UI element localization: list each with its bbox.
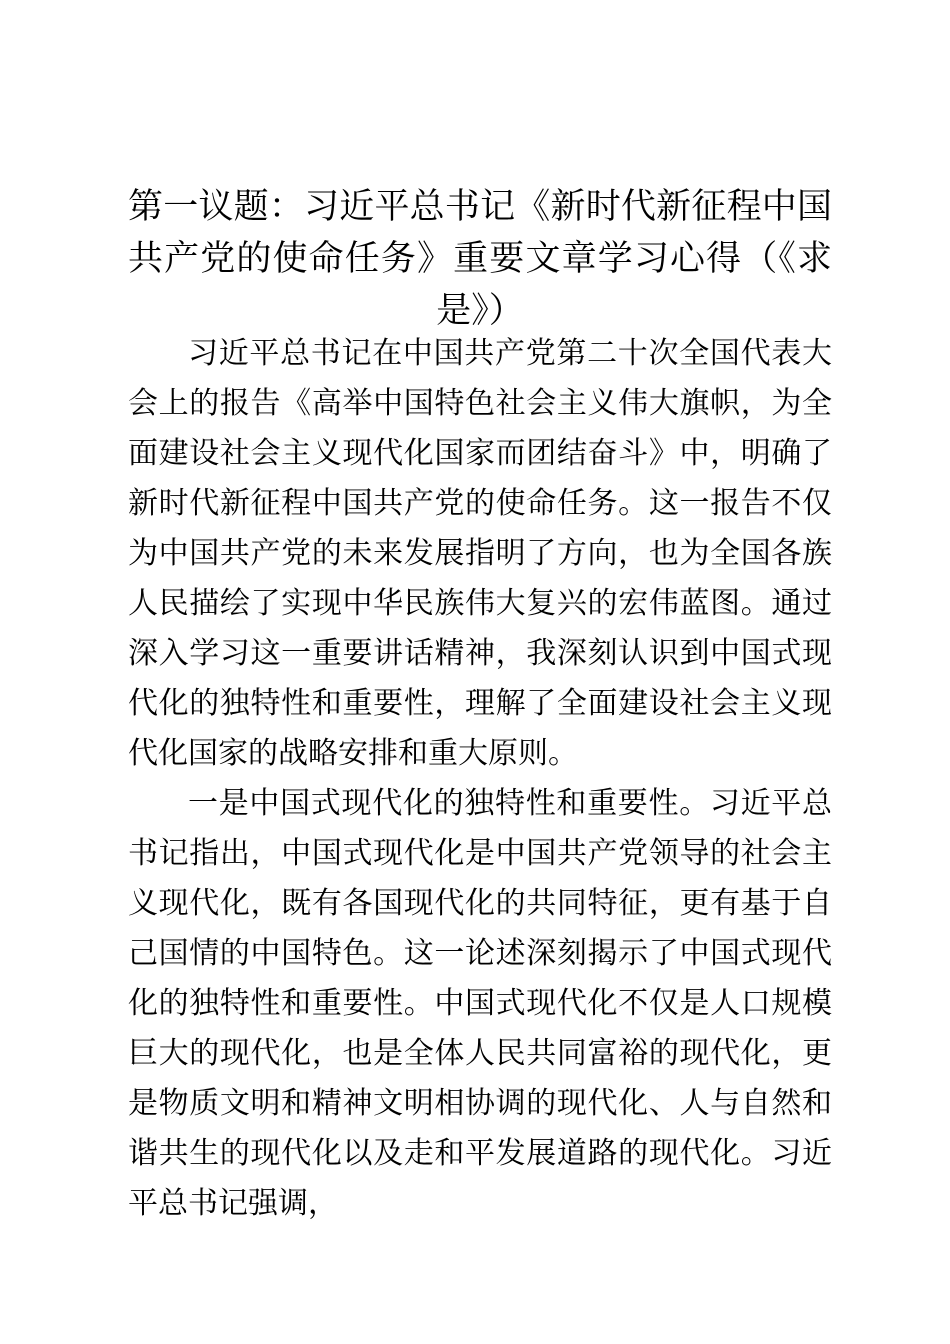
- paragraph-intro: 习近平总书记在中国共产党第二十次全国代表大会上的报告《高举中国特色社会主义伟大旗帜，为全面建设社会主义现代化国家而团结奋斗》中，明确了新时代新征程中国共产党的使命任务。这一报告不仅为中国共产党的未来发展指明了方向，也为全国各族人民描绘了实现中华民族伟大复兴的宏伟蓝图。通过深入学习这一重要讲话精神，我深刻认识到中国式现代化的独特性和重要性，理解了全面建设社会主义现代化国家的战略安排和重大原则。: [128, 336, 832, 771]
- document-title: 第一议题：习近平总书记《新时代新征程中国共产党的使命任务》重要文章学习心得（《求是》）: [128, 187, 832, 331]
- document-body: [128, 329, 832, 1229]
- paragraph-point-one: 一是中国式现代化的独特性和重要性。习近平总书记指出，中国式现代化是中国共产党领导的社会主义现代化，既有各国现代化的共同特征，更有基于自己国情的中国特色。这一论述深刻揭示了中国式现代化的独特性和重要性。中国式现代化不仅是人口规模巨大的现代化，也是全体人民共同富裕的现代化，更是物质文明和精神文明相协调的现代化、人与自然和谐共生的现代化以及走和平发展道路的现代化。习近平总书记强调，: [128, 786, 832, 1221]
